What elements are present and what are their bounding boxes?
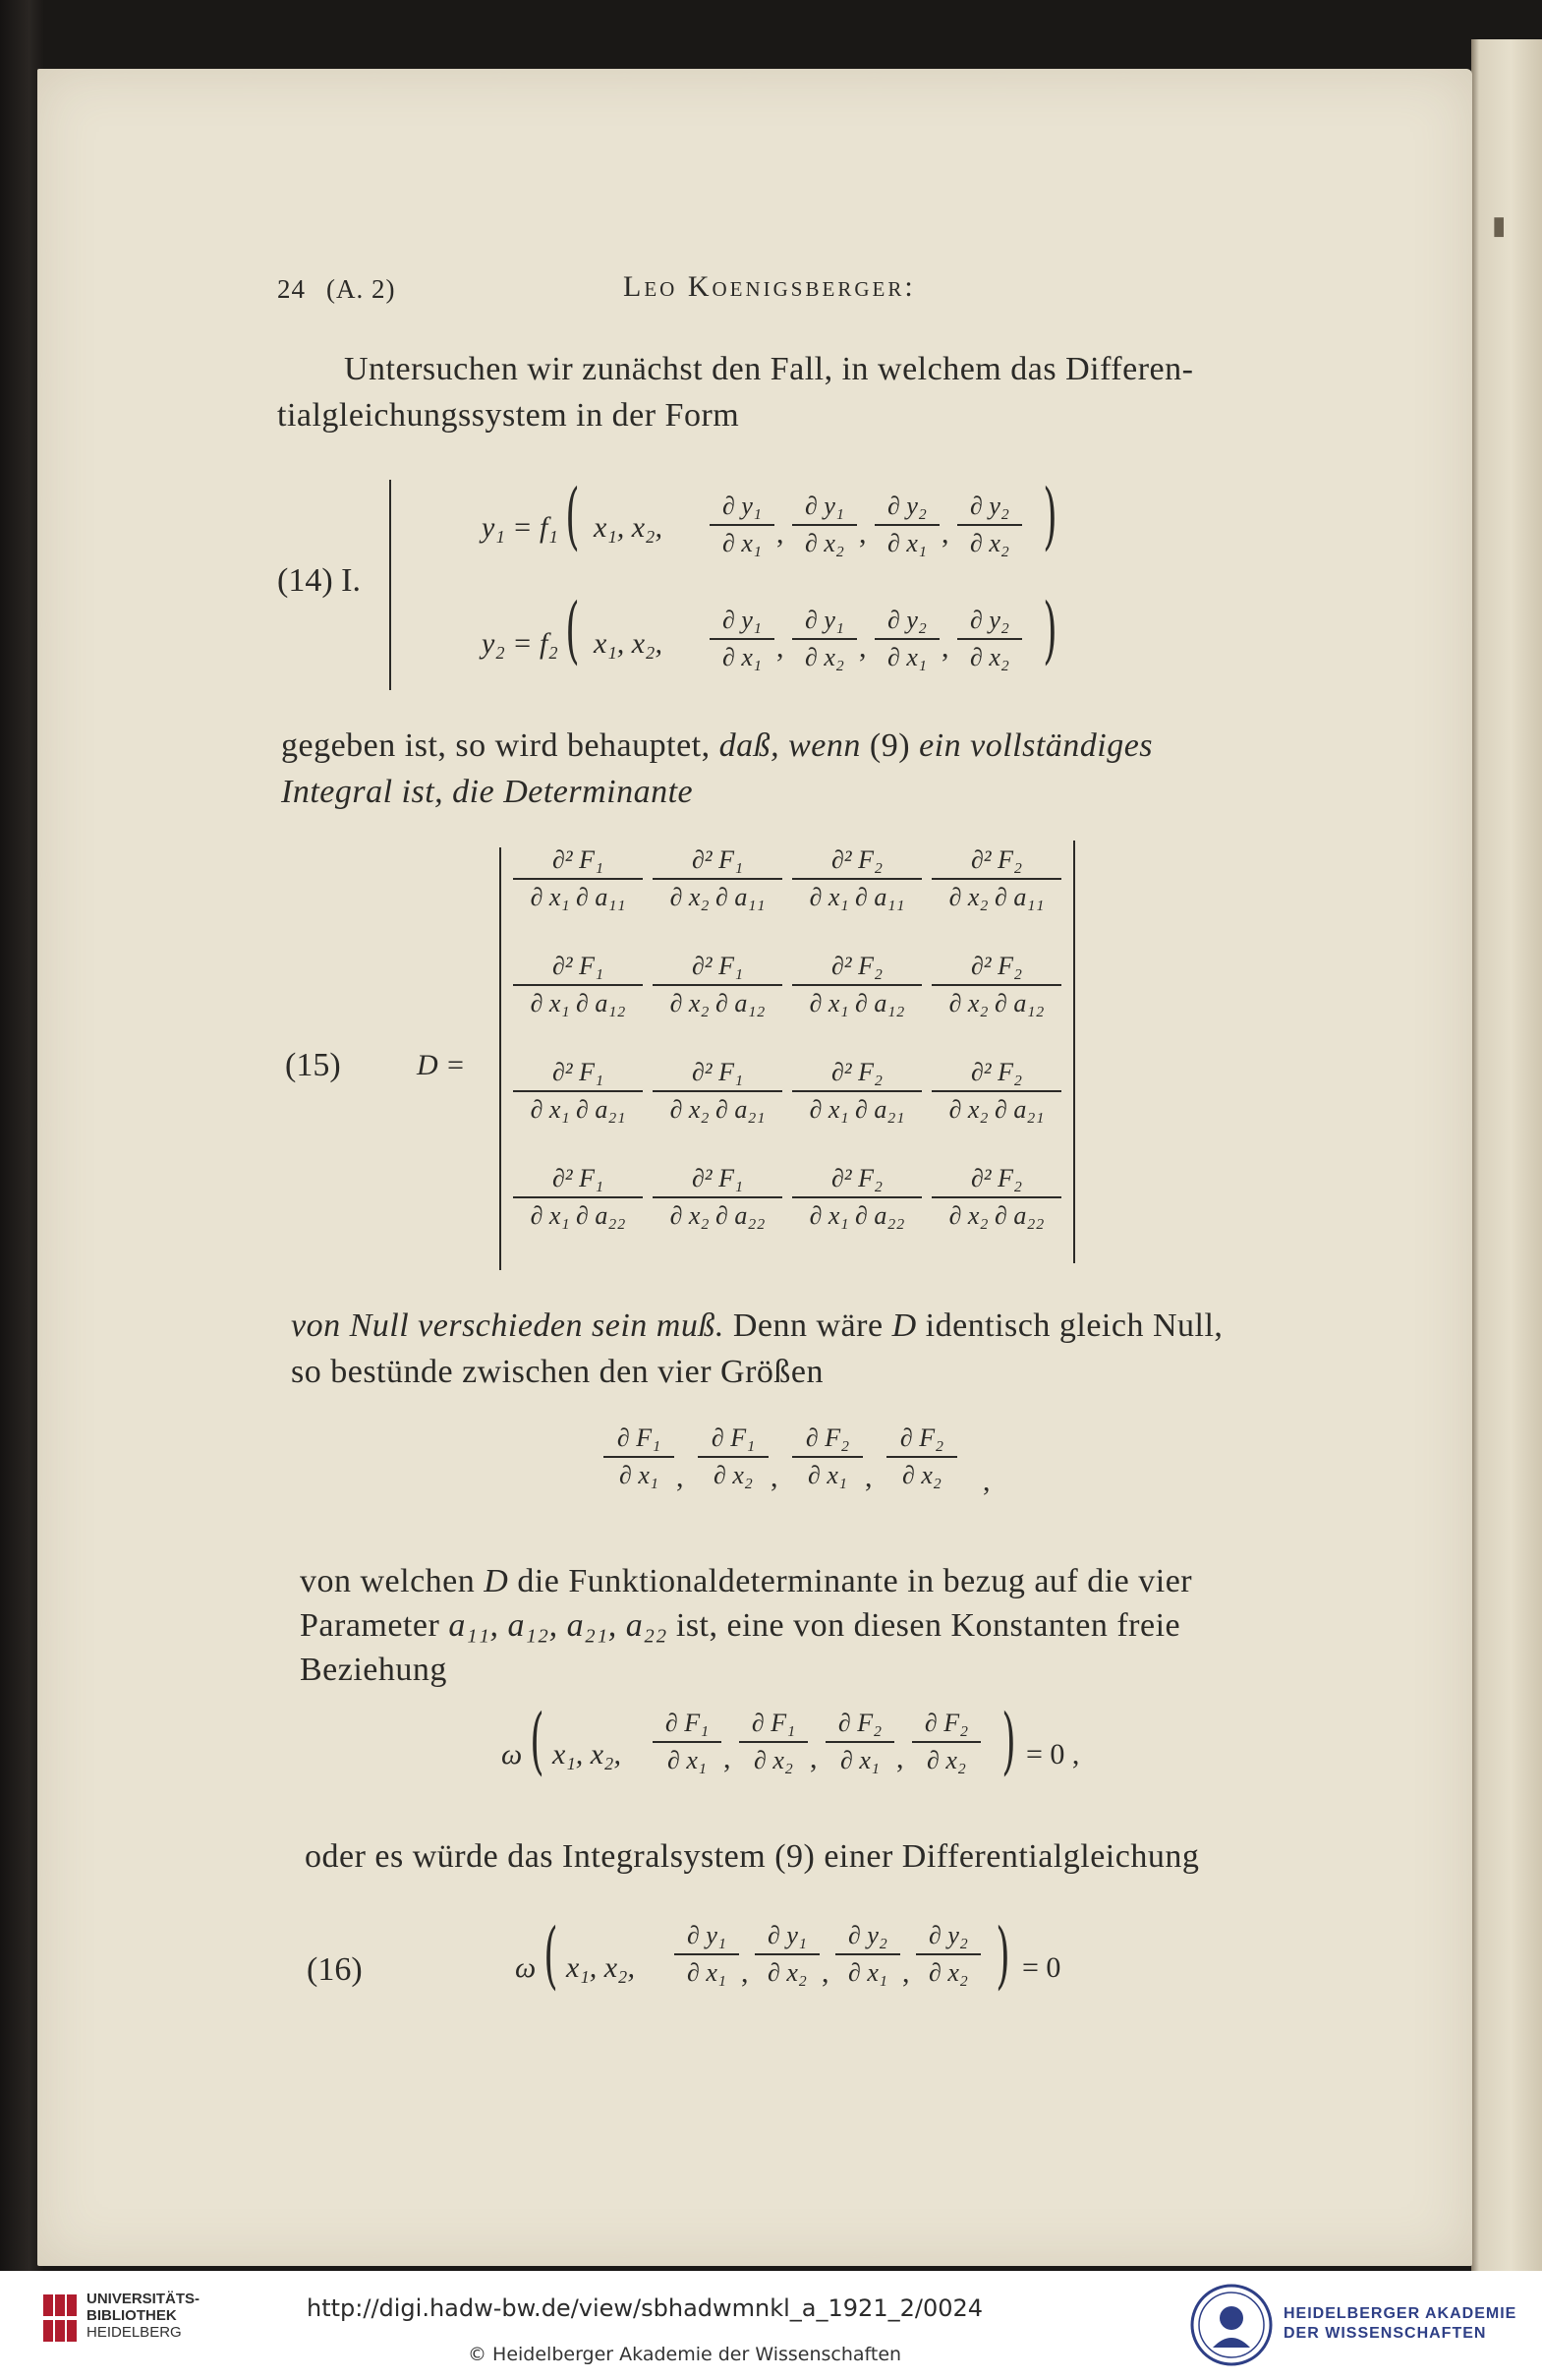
quantity-fraction-4	[886, 1423, 957, 1490]
omega-args: x₁, x₂,	[552, 1738, 621, 1770]
determinant-cell-r4c3-bar	[792, 1196, 922, 1198]
determinant-cell-r3c1	[513, 1058, 643, 1125]
p4-text-b: D	[484, 1563, 509, 1599]
eq16-comma-3: ,	[902, 1956, 910, 1989]
academy-name	[1284, 2304, 1516, 2344]
eq14-row1-fraction-4-numerator: ∂ y₂	[970, 492, 1009, 520]
determinant-cell-r3c2-denominator: ∂ x₂ ∂ a₂₁	[669, 1095, 766, 1124]
eq14-row1-fraction-1	[710, 492, 774, 558]
eq14-row1-fraction-3-bar	[875, 524, 940, 526]
eq14-row2-fraction-2-numerator: ∂ y₁	[805, 606, 844, 634]
determinant-cell-r1c2-denominator: ∂ x₂ ∂ a₁₁	[669, 883, 766, 911]
eq16-omega: ω	[515, 1951, 537, 1984]
omega-symbol: ω	[501, 1738, 523, 1770]
page-number: 24	[277, 274, 306, 304]
determinant-cell-r3c4	[932, 1058, 1061, 1125]
quantity-comma-1: ,	[676, 1461, 684, 1493]
determinant-cell-r4c4-bar	[932, 1196, 1061, 1198]
source-url-link[interactable]: http://digi.hadw-bw.de/view/sbhadwmnkl_a_1921_2/0024	[307, 2294, 984, 2322]
paragraph-4-line-3: Beziehung	[300, 1652, 447, 1688]
omega-fraction-3	[826, 1709, 894, 1775]
p4-parameters: a₁₁, a₁₂, a₂₁, a₂₂	[448, 1607, 667, 1644]
eq14-row1-fraction-2-bar	[792, 524, 857, 526]
determinant-cell-r3c2	[653, 1058, 782, 1125]
omega-fraction-2-numerator: ∂ F₁	[751, 1709, 796, 1737]
eq14-row2-fraction-1-numerator: ∂ y₁	[722, 606, 762, 634]
determinant-cell-r3c4-denominator: ∂ x₂ ∂ a₂₁	[948, 1095, 1045, 1124]
determinant-cell-r2c1-numerator: ∂² F₁	[551, 952, 604, 980]
paragraph-2-line-1	[281, 726, 1153, 767]
determinant-cell-r1c3-numerator: ∂² F₂	[830, 845, 884, 874]
eq14-row2-fraction-3-bar	[875, 638, 940, 640]
omega-close-paren: )	[1001, 1699, 1016, 1783]
p3-text-b: Denn wäre	[723, 1307, 892, 1344]
quantity-fraction-1-numerator: ∂ F₁	[616, 1423, 661, 1452]
omega-rhs: = 0 ,	[1026, 1738, 1080, 1770]
paragraph-5-line-1: oder es würde das Integralsystem (9) einer Differentialgleichung	[305, 1838, 1200, 1875]
determinant-cell-r4c1-bar	[513, 1196, 643, 1198]
omega-fraction-1-denominator: ∂ x₁	[667, 1746, 707, 1774]
quantity-fraction-1-denominator: ∂ x₁	[619, 1461, 658, 1489]
determinant-cell-r1c4-numerator: ∂² F₂	[970, 845, 1023, 874]
eq14-row2-fraction-3	[875, 606, 940, 672]
eq16-fraction-4-denominator: ∂ x₂	[929, 1958, 968, 1987]
determinant-cell-r2c1-denominator: ∂ x₁ ∂ a₁₂	[530, 989, 626, 1017]
eq14-row2-fraction-1	[710, 606, 774, 672]
eq14-row1-fraction-1-numerator: ∂ y₁	[722, 492, 762, 520]
eq14-row1-fraction-1-bar	[710, 524, 774, 526]
determinant-cell-r1c1	[513, 845, 643, 912]
determinant-cell-r4c1	[513, 1164, 643, 1231]
omega-fraction-1	[653, 1709, 721, 1775]
university-library-logo-icon	[41, 2291, 79, 2346]
four-quantities-trailing-comma: ,	[983, 1465, 991, 1497]
determinant-cell-r4c1-denominator: ∂ x₁ ∂ a₂₂	[530, 1201, 626, 1230]
library-line-2: BIBLIOTHEK	[86, 2307, 177, 2324]
eq16-fraction-1-bar	[674, 1953, 739, 1955]
determinant-cell-r2c2	[653, 952, 782, 1018]
academy-line-1: HEIDELBERGER AKADEMIE	[1284, 2305, 1517, 2322]
equation-15-label: (15)	[285, 1047, 341, 1083]
determinant-cell-r3c2-numerator: ∂² F₁	[691, 1058, 744, 1086]
library-line-1: UNIVERSITÄTS-	[86, 2291, 200, 2307]
omega-comma-1: ,	[723, 1742, 731, 1774]
quantity-fraction-4-numerator: ∂ F₂	[899, 1423, 944, 1452]
paragraph-1-line-1: Untersuchen wir zunächst den Fall, in welchem das Differen-	[344, 351, 1194, 387]
paragraph-4-line-1	[300, 1561, 1192, 1602]
eq16-fraction-2-denominator: ∂ x₂	[768, 1958, 807, 1987]
p4-text-parameter: Parameter	[300, 1607, 449, 1644]
page-edge-mark: ▮	[1492, 211, 1507, 241]
determinant-cell-r3c3	[792, 1058, 922, 1125]
quantity-fraction-1	[603, 1423, 674, 1490]
eq14-row2-close-paren: )	[1043, 588, 1057, 672]
omega-fraction-4-denominator: ∂ x₂	[927, 1746, 966, 1774]
determinant-cell-r1c4	[932, 845, 1061, 912]
eq14-row2-open-paren: (	[565, 588, 580, 672]
omega-fraction-3-denominator: ∂ x₁	[840, 1746, 880, 1774]
section-reference: (A. 2)	[326, 274, 396, 304]
determinant-cell-r1c2-numerator: ∂² F₁	[691, 845, 744, 874]
determinant-cell-r4c4	[932, 1164, 1061, 1231]
p2-text-b: daß, wenn	[718, 727, 861, 764]
eq16-fraction-3	[835, 1921, 900, 1988]
eq14-row2-comma-3: ,	[942, 631, 949, 664]
paragraph-3-line-2: so bestünde zwischen den vier Größen	[291, 1354, 825, 1390]
quantity-fraction-2-numerator: ∂ F₁	[711, 1423, 756, 1452]
omega-open-paren: (	[530, 1699, 544, 1783]
p4-text-rest: ist, eine von diesen Konstanten freie	[666, 1607, 1181, 1644]
viewer-footer	[0, 2271, 1542, 2380]
eq14-row1-close-paren: )	[1043, 474, 1057, 558]
eq14-row2-fraction-2-bar	[792, 638, 857, 640]
omega-comma-2: ,	[810, 1742, 818, 1774]
eq14-row2-args: x₁, x₂,	[594, 627, 662, 660]
eq14-row2-fraction-2	[792, 606, 857, 672]
paragraph-2-line-2	[281, 772, 693, 813]
equation-16-label: (16)	[307, 1951, 363, 1988]
eq16-open-paren: (	[543, 1913, 558, 1998]
determinant-cell-r1c1-numerator: ∂² F₁	[551, 845, 604, 874]
eq14-row2-comma-1: ,	[776, 631, 784, 664]
equation-14-label: (14) I.	[277, 562, 361, 599]
eq14-row1-fraction-2	[792, 492, 857, 558]
determinant-cell-r4c2-numerator: ∂² F₁	[691, 1164, 744, 1192]
determinant-right-bar	[1073, 841, 1075, 1263]
determinant-cell-r2c2-numerator: ∂² F₁	[691, 952, 744, 980]
determinant-left-bar	[499, 847, 501, 1270]
determinant-cell-r4c3-numerator: ∂² F₂	[830, 1164, 884, 1192]
eq16-fraction-2-bar	[755, 1953, 820, 1955]
omega-fraction-2	[739, 1709, 808, 1775]
omega-fraction-2-denominator: ∂ x₂	[754, 1746, 793, 1774]
eq14-row1-fraction-2-numerator: ∂ y₁	[805, 492, 844, 520]
eq16-fraction-2-numerator: ∂ y₁	[768, 1921, 807, 1949]
p2-text-a: gegeben ist, so wird behauptet,	[281, 727, 719, 764]
quantity-fraction-4-denominator: ∂ x₂	[902, 1461, 942, 1489]
paragraph-3-line-1	[291, 1306, 1223, 1347]
eq14-row2-fraction-4	[957, 606, 1022, 672]
eq14-row1-fraction-4	[957, 492, 1022, 558]
eq14-row1-comma-1: ,	[776, 517, 784, 550]
determinant-cell-r2c4-numerator: ∂² F₂	[970, 952, 1023, 980]
eq14-row1-open-paren: (	[565, 474, 580, 558]
eq14-row2-fraction-1-bar	[710, 638, 774, 640]
eq16-close-paren: )	[996, 1913, 1010, 1998]
quantity-fraction-4-bar	[886, 1456, 957, 1458]
university-library-name	[86, 2291, 200, 2341]
eq16-fraction-3-numerator: ∂ y₂	[848, 1921, 887, 1949]
p2-line-2-text: Integral ist, die Determinante	[281, 774, 694, 810]
eq14-row2-fraction-4-numerator: ∂ y₂	[970, 606, 1009, 634]
paragraph-4-line-2	[300, 1605, 1180, 1647]
p2-text-d: ein vollständiges	[919, 727, 1154, 764]
eq14-row1-args: x₁, x₂,	[594, 511, 662, 544]
eq14-row1-lhs: y₁ = f₁	[482, 511, 558, 544]
eq16-fraction-1-numerator: ∂ y₁	[687, 1921, 726, 1949]
determinant-cell-r2c2-denominator: ∂ x₂ ∂ a₁₂	[669, 989, 766, 1017]
determinant-lhs: D =	[417, 1049, 466, 1081]
determinant-cell-r4c2-bar	[653, 1196, 782, 1198]
determinant-cell-r1c3-denominator: ∂ x₁ ∂ a₁₁	[809, 883, 905, 911]
determinant-cell-r4c1-numerator: ∂² F₁	[551, 1164, 604, 1192]
determinant-cell-r1c2	[653, 845, 782, 912]
eq16-args: x₁, x₂,	[566, 1951, 635, 1984]
determinant-cell-r4c2-denominator: ∂ x₂ ∂ a₂₂	[669, 1201, 766, 1230]
eq14-row1-fraction-4-denominator: ∂ x₂	[970, 529, 1009, 557]
determinant-cell-r2c4-denominator: ∂ x₂ ∂ a₁₂	[948, 989, 1045, 1017]
eq14-row2-lhs: y₂ = f₂	[482, 627, 558, 660]
determinant-cell-r2c4	[932, 952, 1061, 1018]
omega-fraction-4-bar	[912, 1741, 981, 1743]
eq16-fraction-1	[674, 1921, 739, 1988]
eq14-row1-fraction-1-denominator: ∂ x₁	[722, 529, 762, 557]
determinant-cell-r4c4-numerator: ∂² F₂	[970, 1164, 1023, 1192]
determinant-cell-r3c3-denominator: ∂ x₁ ∂ a₂₁	[809, 1095, 905, 1124]
eq14-row2-fraction-2-denominator: ∂ x₂	[805, 643, 844, 671]
quantity-fraction-3-numerator: ∂ F₂	[805, 1423, 850, 1452]
determinant-cell-r3c2-bar	[653, 1090, 782, 1092]
eq16-fraction-4-numerator: ∂ y₂	[929, 1921, 968, 1949]
determinant-cell-r2c2-bar	[653, 984, 782, 986]
omega-fraction-4-numerator: ∂ F₂	[924, 1709, 969, 1737]
eq14-row1-fraction-4-bar	[957, 524, 1022, 526]
library-line-3: HEIDELBERG	[86, 2324, 182, 2341]
determinant-cell-r3c3-numerator: ∂² F₂	[830, 1058, 884, 1086]
omega-fraction-1-numerator: ∂ F₁	[664, 1709, 710, 1737]
eq14-row2-comma-2: ,	[859, 631, 867, 664]
determinant-cell-r2c3	[792, 952, 922, 1018]
running-head-author: Leo Koenigsberger:	[623, 270, 916, 303]
determinant-cell-r2c3-bar	[792, 984, 922, 986]
eq14-row1-comma-3: ,	[942, 517, 949, 550]
quantity-fraction-1-bar	[603, 1456, 674, 1458]
determinant-cell-r3c1-numerator: ∂² F₁	[551, 1058, 604, 1086]
quantity-fraction-3-denominator: ∂ x₁	[808, 1461, 847, 1489]
p2-text-c: (9)	[860, 727, 920, 764]
determinant-cell-r3c4-bar	[932, 1090, 1061, 1092]
eq16-fraction-2	[755, 1921, 820, 1988]
quantity-fraction-3-bar	[792, 1456, 863, 1458]
eq14-row2-fraction-1-denominator: ∂ x₁	[722, 643, 762, 671]
p3-text-d: identisch gleich Null,	[916, 1307, 1224, 1344]
eq14-row1-fraction-2-denominator: ∂ x₂	[805, 529, 844, 557]
eq16-comma-1: ,	[741, 1956, 749, 1989]
eq16-fraction-4	[916, 1921, 981, 1988]
next-page-edge	[1471, 39, 1542, 2271]
determinant-cell-r1c1-denominator: ∂ x₁ ∂ a₁₁	[530, 883, 626, 911]
determinant-cell-r2c1	[513, 952, 643, 1018]
quantity-fraction-3	[792, 1423, 863, 1490]
eq14-row1-fraction-3	[875, 492, 940, 558]
eq16-fraction-1-denominator: ∂ x₁	[687, 1958, 726, 1987]
omega-fraction-1-bar	[653, 1741, 721, 1743]
determinant-cell-r3c3-bar	[792, 1090, 922, 1092]
determinant-cell-r4c3	[792, 1164, 922, 1231]
p4-text-c: die Funktionaldeterminante in bezug auf die vier	[508, 1563, 1193, 1599]
omega-fraction-2-bar	[739, 1741, 808, 1743]
p3-text-a: von Null verschieden sein muß.	[291, 1307, 724, 1344]
eq14-row1-fraction-3-denominator: ∂ x₁	[887, 529, 927, 557]
omega-fraction-3-bar	[826, 1741, 894, 1743]
quantity-fraction-2-bar	[698, 1456, 769, 1458]
p3-text-c: D	[891, 1307, 917, 1344]
eq14-row1-comma-2: ,	[859, 517, 867, 550]
omega-fraction-3-numerator: ∂ F₂	[837, 1709, 883, 1737]
omega-fraction-4	[912, 1709, 981, 1775]
determinant-cell-r1c1-bar	[513, 878, 643, 880]
determinant-cell-r4c4-denominator: ∂ x₂ ∂ a₂₂	[948, 1201, 1045, 1230]
quantity-comma-2: ,	[771, 1461, 778, 1493]
eq16-fraction-4-bar	[916, 1953, 981, 1955]
determinant-cell-r3c1-bar	[513, 1090, 643, 1092]
determinant-cell-r3c1-denominator: ∂ x₁ ∂ a₂₁	[530, 1095, 626, 1124]
determinant-cell-r1c2-bar	[653, 878, 782, 880]
eq14-row1-fraction-3-numerator: ∂ y₂	[887, 492, 927, 520]
determinant-cell-r1c3-bar	[792, 878, 922, 880]
eq14-row2-fraction-4-denominator: ∂ x₂	[970, 643, 1009, 671]
eq16-fraction-3-bar	[835, 1953, 900, 1955]
copyright-notice: © Heidelberger Akademie der Wissenschaften	[468, 2344, 902, 2365]
determinant-cell-r4c3-denominator: ∂ x₁ ∂ a₂₂	[809, 1201, 905, 1230]
running-head	[277, 270, 965, 310]
eq14-row2-fraction-3-numerator: ∂ y₂	[887, 606, 927, 634]
determinant-cell-r1c4-bar	[932, 878, 1061, 880]
academy-line-2: DER WISSENSCHAFTEN	[1284, 2325, 1487, 2342]
paragraph-1-line-2: tialgleichungssystem in der Form	[277, 397, 740, 434]
p4-text-a: von welchen	[300, 1563, 485, 1599]
eq16-rhs: = 0	[1022, 1951, 1061, 1984]
system-brace	[389, 480, 391, 690]
eq14-row2-fraction-4-bar	[957, 638, 1022, 640]
determinant-cell-r2c3-denominator: ∂ x₁ ∂ a₁₂	[809, 989, 905, 1017]
determinant-cell-r3c4-numerator: ∂² F₂	[970, 1058, 1023, 1086]
eq16-comma-2: ,	[822, 1956, 829, 1989]
quantity-comma-3: ,	[865, 1461, 873, 1493]
determinant-cell-r2c4-bar	[932, 984, 1061, 986]
eq16-fraction-3-denominator: ∂ x₁	[848, 1958, 887, 1987]
determinant-cell-r2c3-numerator: ∂² F₂	[830, 952, 884, 980]
determinant-cell-r2c1-bar	[513, 984, 643, 986]
omega-comma-3: ,	[896, 1742, 904, 1774]
academy-seal-icon	[1189, 2283, 1274, 2367]
determinant-cell-r1c3	[792, 845, 922, 912]
determinant-cell-r1c4-denominator: ∂ x₂ ∂ a₁₁	[948, 883, 1045, 911]
eq14-row2-fraction-3-denominator: ∂ x₁	[887, 643, 927, 671]
quantity-fraction-2	[698, 1423, 769, 1490]
quantity-fraction-2-denominator: ∂ x₂	[714, 1461, 753, 1489]
determinant-cell-r4c2	[653, 1164, 782, 1231]
